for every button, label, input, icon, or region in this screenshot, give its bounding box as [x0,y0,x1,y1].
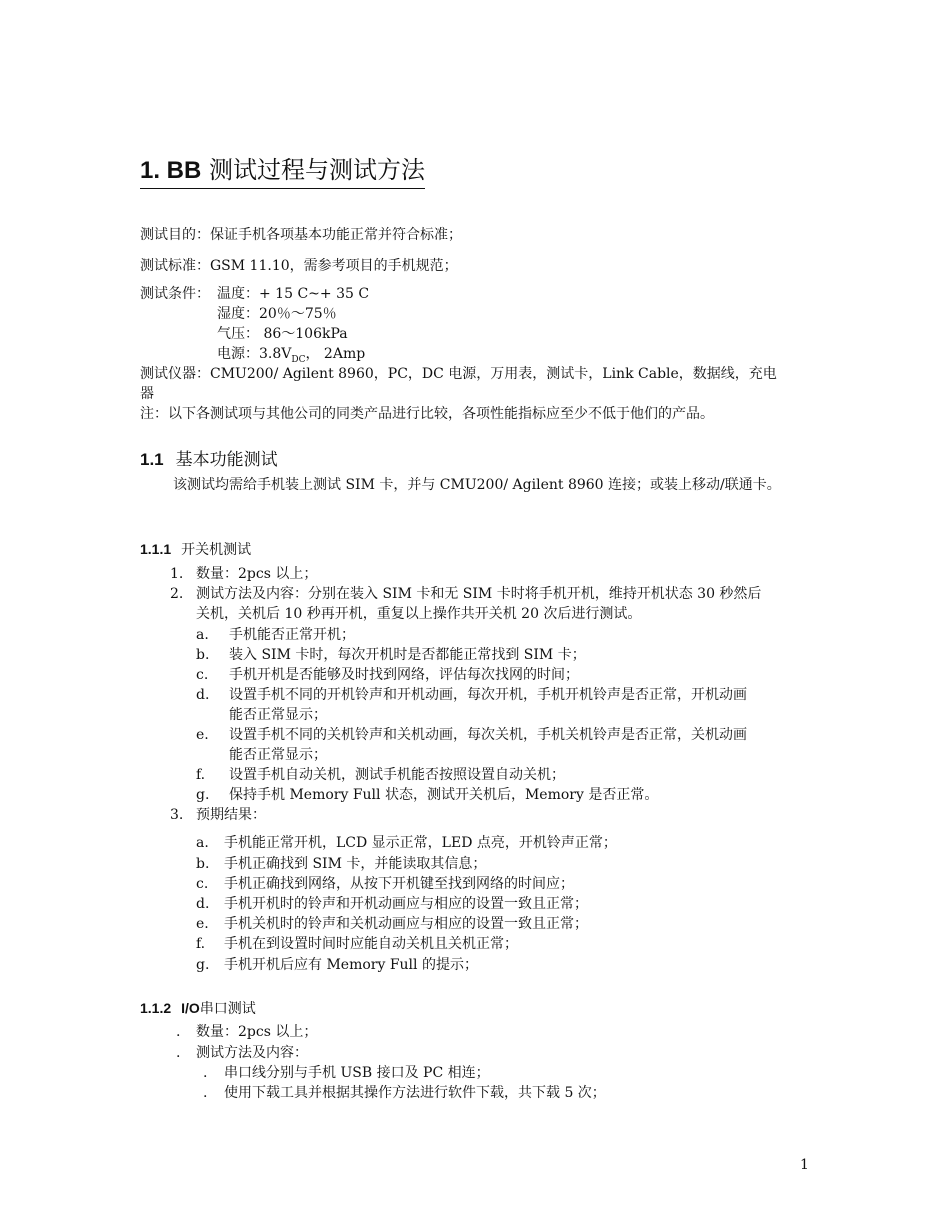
list-item: 1. [170,566,184,582]
power-subscript: DC [291,354,306,365]
result-item: 手机正确找到网络，从按下开机键至找到网络的时间应； [224,876,574,892]
condition-pressure: 气压： 86～106kPa [217,326,348,342]
list-item-text-cont: 关机，关机后 10 秒再开机，重复以上操作共开关机 20 次后进行测试。 [196,606,642,622]
section-title: 串口测试 [199,1001,256,1017]
test-instruments-cont: 器 [140,386,154,402]
page-title [140,150,425,189]
sub-list-item: 设置手机自动关机，测试手机能否按照设置自动关机； [229,767,565,783]
sub-list-item: 设置手机不同的关机铃声和关机动画，每次关机，手机关机铃声是否正常，关机动画 [229,727,747,743]
title-number: 1. BB [140,157,202,184]
sub-list-item: 保持手机 Memory Full 状态，测试开关机后，Memory 是否正常。 [229,787,659,803]
result-item: 手机在到设置时间时应能自动关机且关机正常； [224,936,518,952]
section-title: 开关机测试 [181,542,252,558]
note: 注：以下各测试项与其他公司的同类产品进行比较，各项性能指标应至少不低于他们的产品。 [140,406,714,422]
section-number: 1.1.2 [140,1000,172,1016]
list-item: 3. [170,807,184,823]
sub-list-marker: f. [196,767,206,783]
power-value: 电源：3.8V [217,346,292,362]
list-item-text: 数量：2pcs 以上； [196,566,318,582]
condition-temperature: 温度：+ 15 C~+ 35 C [217,286,370,302]
result-marker: c. [196,876,209,892]
list-marker: . [176,1045,181,1061]
sub-list-marker: . [203,1085,208,1101]
sub-list-marker: d. [196,687,210,703]
section-1-1-2-heading [140,998,256,1018]
section-title-bold: I/O [181,1000,200,1016]
list-item-text: 数量：2pcs 以上； [196,1024,318,1040]
sub-list-item-cont: 能否正常显示； [229,747,327,763]
power-current: ， 2Amp [305,346,366,362]
sub-list-marker: . [203,1065,208,1081]
sub-list-item: 使用下载工具并根据其操作方法进行软件下载，共下载 5 次； [224,1085,606,1101]
result-item: 手机关机时的铃声和关机动画应与相应的设置一致且正常； [224,916,588,932]
result-marker: a. [196,835,209,851]
title-text: 测试过程与测试方法 [209,156,425,184]
section-1-1-heading [140,445,278,470]
list-item-text: 测试方法及内容： [196,1045,308,1061]
test-purpose: 测试目的：保证手机各项基本功能正常并符合标准； [140,227,462,243]
result-item: 手机开机后应有 Memory Full 的提示； [224,957,478,973]
section-1-1-1-heading [140,539,251,559]
result-item: 手机开机时的铃声和开机动画应与相应的设置一致且正常； [224,896,588,912]
sub-list-marker: g. [196,787,210,803]
list-item-text: 预期结果： [196,807,266,823]
result-marker: b. [196,856,210,872]
sub-list-marker: b. [196,647,210,663]
test-standard: 测试标准：GSM 11.10，需参考项目的手机规范； [140,258,458,274]
condition-humidity: 湿度：20％～75％ [217,306,337,322]
sub-list-marker: e. [196,727,209,743]
result-marker: g. [196,957,210,973]
section-number: 1.1.1 [140,541,172,557]
sub-list-item: 设置手机不同的开机铃声和开机动画，每次开机，手机开机铃声是否正常，开机动画 [229,687,747,703]
list-item: 2. [170,586,184,602]
sub-list-marker: a. [196,627,209,643]
section-title: 基本功能测试 [175,450,278,470]
test-instruments: 测试仪器：CMU200/ Agilent 8960，PC，DC 电源，万用表，测试卡，Link Cable，数据线，充电 [140,366,777,382]
test-conditions-label: 测试条件： [140,286,210,302]
sub-list-item: 装入 SIM 卡时，每次开机时是否都能正常找到 SIM 卡； [229,647,586,663]
sub-list-item: 手机能否正常开机； [229,627,355,643]
list-marker: . [176,1024,181,1040]
result-marker: e. [196,916,209,932]
sub-list-item-cont: 能否正常显示； [229,707,327,723]
sub-list-item: 串口线分别与手机 USB 接口及 PC 相连； [224,1065,490,1081]
page-number: 1 [800,1157,809,1173]
section-number: 1.1 [140,450,164,469]
result-item: 手机能正常开机，LCD 显示正常，LED 点亮，开机铃声正常； [224,835,617,851]
result-marker: f. [196,936,206,952]
list-item-text: 测试方法及内容：分别在装入 SIM 卡和无 SIM 卡时将手机开机，维持开机状态 30 秒然后 [196,586,762,602]
sub-list-marker: c. [196,667,209,683]
result-marker: d. [196,896,210,912]
result-item: 手机正确找到 SIM 卡，并能读取其信息； [224,856,487,872]
sub-list-item: 手机开机是否能够及时找到网络，评估每次找网的时间； [229,667,579,683]
section-1-1-body: 该测试均需给手机装上测试 SIM 卡，并与 CMU200/ Agilent 8960 连接；或装上移动/联通卡。 [173,477,781,493]
